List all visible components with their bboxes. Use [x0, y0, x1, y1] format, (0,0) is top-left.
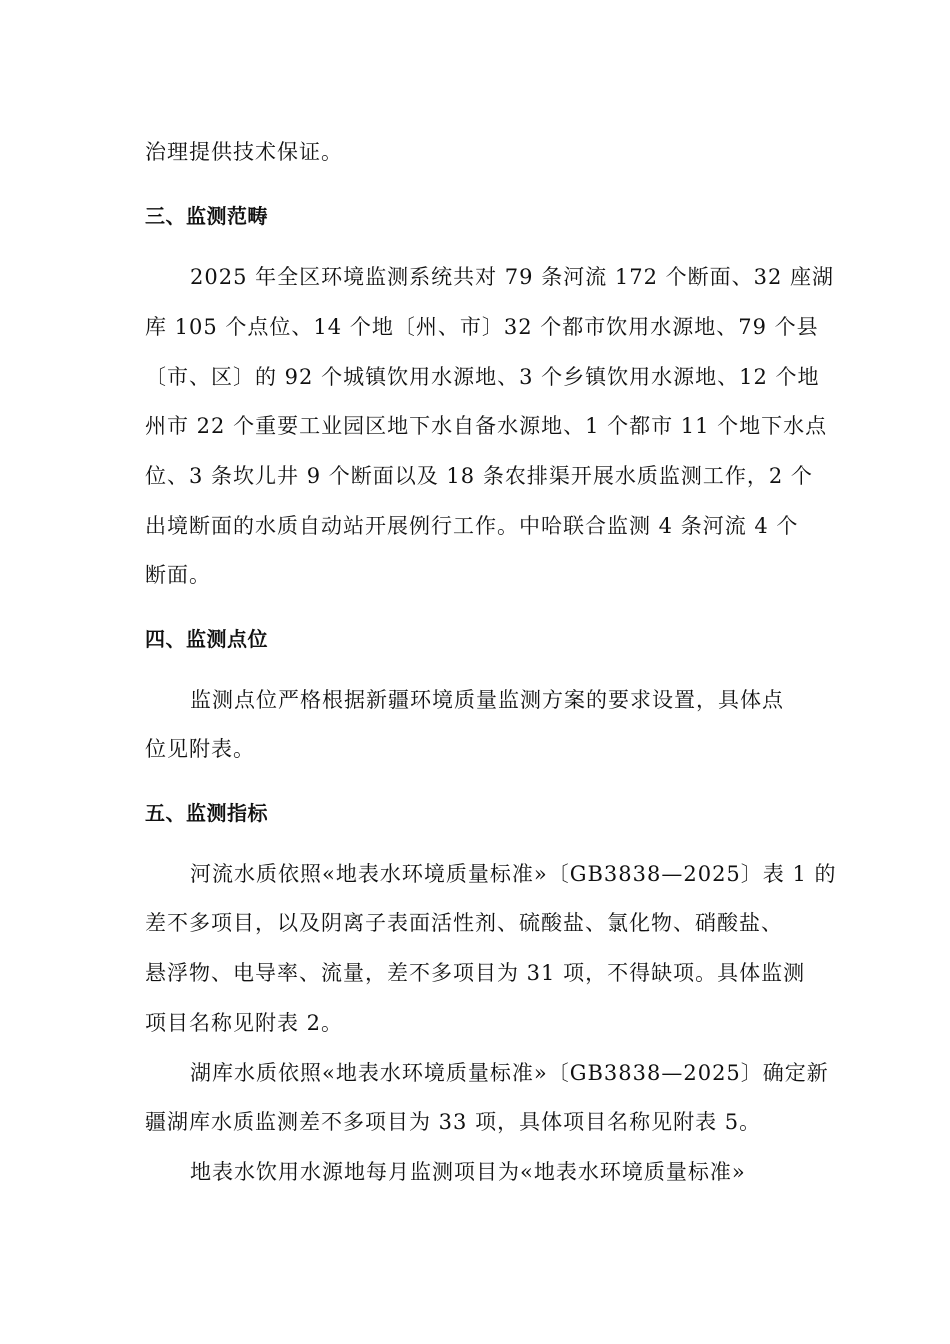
section-5-para-2-line: 疆湖库水质监测差不多项目为 33 项，具体项目名称见附表 5。 — [145, 1110, 762, 1134]
section-5-para-2-line: 湖库水质依照«地表水环境质量标准»〔GB3838—2025〕确定新 — [190, 1061, 829, 1085]
section-5-para-1-line: 河流水质依照«地表水环境质量标准»〔GB3838—2025〕表 1 的 — [190, 862, 837, 886]
section-3-line: 断面。 — [145, 563, 211, 587]
intro-tail-line: 治理提供技术保证。 — [145, 140, 343, 164]
section-3-line: 州市 22 个重要工业园区地下水自备水源地、1 个都市 11 个地下水点 — [145, 414, 828, 438]
section-5-para-1-line: 差不多项目，以及阴离子表面活性剂、硫酸盐、氯化物、硝酸盐、 — [145, 911, 783, 935]
section-5-para-1-line: 悬浮物、电导率、流量，差不多项目为 31 项，不得缺项。具体监测 — [145, 961, 806, 985]
section-3-line: 位、3 条坎儿井 9 个断面以及 18 条农排渠开展水质监测工作，2 个 — [145, 464, 813, 488]
section-4-line: 监测点位严格根据新疆环境质量监测方案的要求设置，具体点 — [190, 688, 784, 712]
section-5-para-3-line: 地表水饮用水源地每月监测项目为«地表水环境质量标准» — [190, 1160, 746, 1184]
section-3-line: 出境断面的水质自动站开展例行工作。中哈联合监测 4 条河流 4 个 — [145, 514, 799, 538]
section-3-line: 2025 年全区环境监测系统共对 79 条河流 172 个断面、32 座湖 — [190, 265, 835, 289]
section-5-para-1-line: 项目名称见附表 2。 — [145, 1011, 344, 1035]
section-4-line: 位见附表。 — [145, 737, 255, 761]
section-3-line: 库 105 个点位、14 个地〔州、市〕32 个都市饮用水源地、79 个县 — [145, 315, 819, 339]
section-5-heading: 五、监测指标 — [145, 801, 268, 825]
section-3-line: 〔市、区〕的 92 个城镇饮用水源地、3 个乡镇饮用水源地、12 个地 — [145, 365, 820, 389]
section-3-heading: 三、监测范畴 — [145, 204, 268, 228]
section-4-heading: 四、监测点位 — [145, 627, 268, 651]
